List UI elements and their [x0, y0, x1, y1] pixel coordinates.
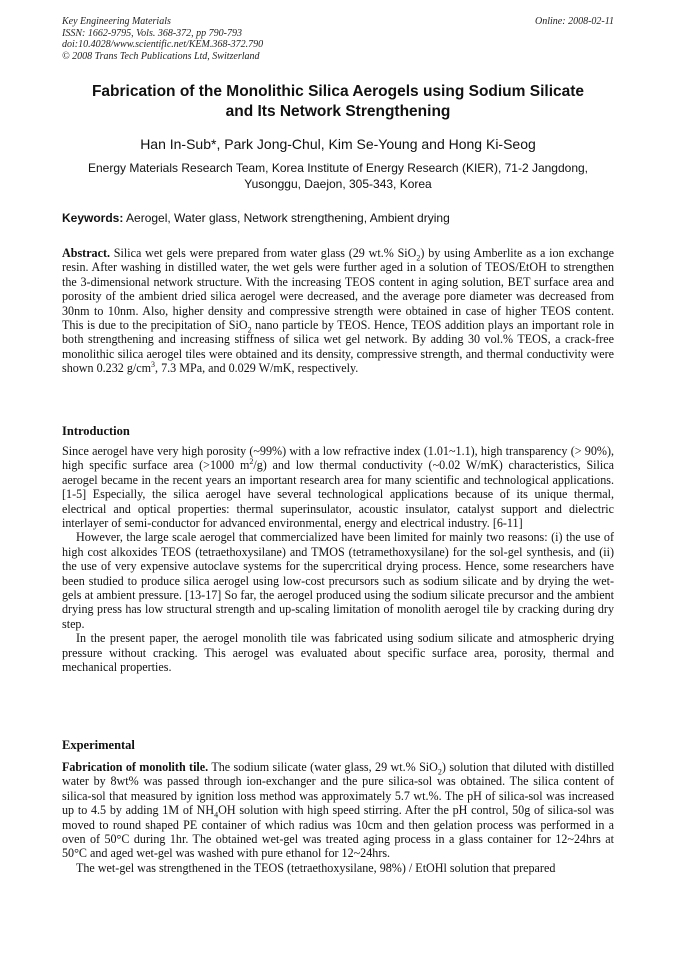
intro-paragraph-1 — [62, 444, 614, 530]
online-date: Online: 2008-02-11 — [535, 16, 614, 27]
affiliation-line-1: Energy Materials Research Team, Korea Institute of Energy Research (KIER), 71-2 Jangdong, — [87, 161, 589, 175]
keywords — [62, 210, 614, 226]
title-line-1: Fabrication of the Monolithic Silica Aerogels using Sodium Silicate — [91, 83, 585, 100]
abstract-text-3: nano particle by TEOS. Hence, TEOS addition plays an important role in both strengthening and increasing stiffness of silica wet gel network. By adding 30 vol.% TEOS, a crack-free monolithic silica aerogel tiles were obtained and its density, compressive strength, and thermal conductivity were shown 0.232 g/cm — [62, 318, 614, 376]
affiliation — [62, 160, 614, 192]
affiliation-line-2: Yusonggu, Daejon, 305-343, Korea — [244, 177, 432, 191]
exp-subheading: Fabrication of monolith tile. — [62, 760, 209, 774]
exp-p1-text-b: ) solution that diluted with distilled water by 8wt% was passed through ion-exchanger and the pure silica-sol was obtained. The silica content of silica-sol that measured by ignition loss method was approximately 5.7 wt.%. The pH of silica-sol was increased up to 4.5 by adding 1M of NH — [62, 760, 615, 818]
introduction-heading: Introduction — [62, 424, 130, 438]
intro-paragraph-3: In the present paper, the aerogel monolith tile was fabricated using sodium silicate and atmospheric drying pressure without cracking. This aerogel was evaluated about specific surface area, porosity, thermal and mechanical properties. — [62, 631, 614, 675]
authors: Han In-Sub*, Park Jong-Chul, Kim Se-Young and Hong Ki-Seog — [140, 136, 536, 152]
paper-title — [62, 82, 614, 122]
keywords-text: Aerogel, Water glass, Network strengthening, Ambient drying — [126, 211, 450, 225]
exp-p1-text-a: The sodium silicate (water glass, 29 wt.% SiO — [211, 760, 438, 774]
abstract-paragraph — [62, 246, 614, 376]
abstract-sub-2: 2 — [247, 325, 252, 335]
abstract-sub-1: 2 — [416, 253, 421, 263]
title-line-2: and Its Network Strengthening — [225, 103, 451, 120]
abstract-label: Abstract. — [62, 246, 111, 260]
journal-name: Key Engineering Materials — [62, 16, 171, 27]
abstract-text-2: ) by using Amberlite as a ion exchange resin. After washing in distilled water, the wet gels were further aged in a solution of TEOS/EtOH to strengthen the 3-dimensional network structure. With the increasing TEOS content in aging solution, BET surface area and porosity of the ambient dried silica aerogel were decreased, and the average pore diameter was decreased from 30nm to 10nm. Also, higher density and compressive strength were obtained in case of higher TEOS content. This is due to the precipitation of SiO — [62, 246, 614, 333]
journal-header — [62, 16, 614, 62]
exp-p1-sub-2: 4 — [214, 810, 219, 820]
doi-line: doi:10.4028/www.scientific.net/KEM.368-372.790 — [62, 39, 264, 50]
abstract — [62, 246, 614, 376]
exp-p1-sub: 2 — [437, 767, 442, 777]
abstract-sup-1: 3 — [151, 360, 156, 370]
experimental-heading: Experimental — [62, 738, 135, 752]
experimental-section — [62, 760, 614, 875]
abstract-text-1: Silica wet gels were prepared from water glass (29 wt.% SiO — [113, 246, 417, 260]
intro-paragraph-2: However, the large scale aerogel that commercialized have been limited for mainly two reasons: (i) the use of high cost alkoxides TEOS (tetraethoxysilane) and TMOS (tetramethoxysilane) for the sol-gel synthesis, and (ii) the use of very expensive autoclave systems for the supercritical drying process. Hence, some researchers have been studied to produce silica aerogel using low-cost precursors such as sodium silicate and by drying the wet-gels at ambient pressure. [13-17] So far, the aerogel produced using the sodium silicate precursor and the ambient drying press has low structural strength and up-scaling limitation of monolith aerogel tile by cracking during dry step. — [62, 530, 614, 631]
keywords-label: Keywords: — [62, 211, 124, 225]
exp-p1-text-c: OH solution with high speed stirring. After the pH control, 50g of silica-sol was moved to round shaped PE container of which radius was 10cm and then gelation process was performed in a oven of 50°C during 1hr. The obtained wet-gel was treated aging process in a glass container for 12~24hrs at 50°C and aged wet-gel was washed with pure ethanol for 12~24hrs. — [62, 803, 614, 861]
intro-p1-text-a: Since aerogel have very high porosity (~99%) with a low refractive index (1.01~1.1), high transparency (> 90%), high specific surface area (>1000 m — [62, 444, 614, 473]
abstract-text-4: , 7.3 MPa, and 0.029 W/mK, respectively. — [155, 361, 359, 376]
exp-paragraph-2: The wet-gel was strengthened in the TEOS (tetraethoxysilane, 98%) / EtOHl solution that prepared — [76, 860, 556, 875]
introduction-section — [62, 444, 614, 675]
intro-p1-text-b: /g) and low thermal conductivity (~0.02 W/mK) characteristics, Silica aerogel became in the recent years an important research area for many scientific and technological applications. [1-5] Especially, the silica aerogel have several technological applications because of its unique thermal, electrical and optical properties: thermal superinsulator, acoustic insulator, catalyst support and dielectric interlayer of semi-conductor for advanced environmental, energy and electrical industry. [6-11] — [62, 458, 614, 531]
exp-paragraph-1 — [62, 760, 614, 861]
intro-p1-sup: 2 — [249, 457, 254, 467]
copyright-line: © 2008 Trans Tech Publications Ltd, Switzerland — [62, 50, 260, 62]
issn-line: ISSN: 1662-9795, Vols. 368-372, pp 790-793 — [62, 27, 242, 39]
